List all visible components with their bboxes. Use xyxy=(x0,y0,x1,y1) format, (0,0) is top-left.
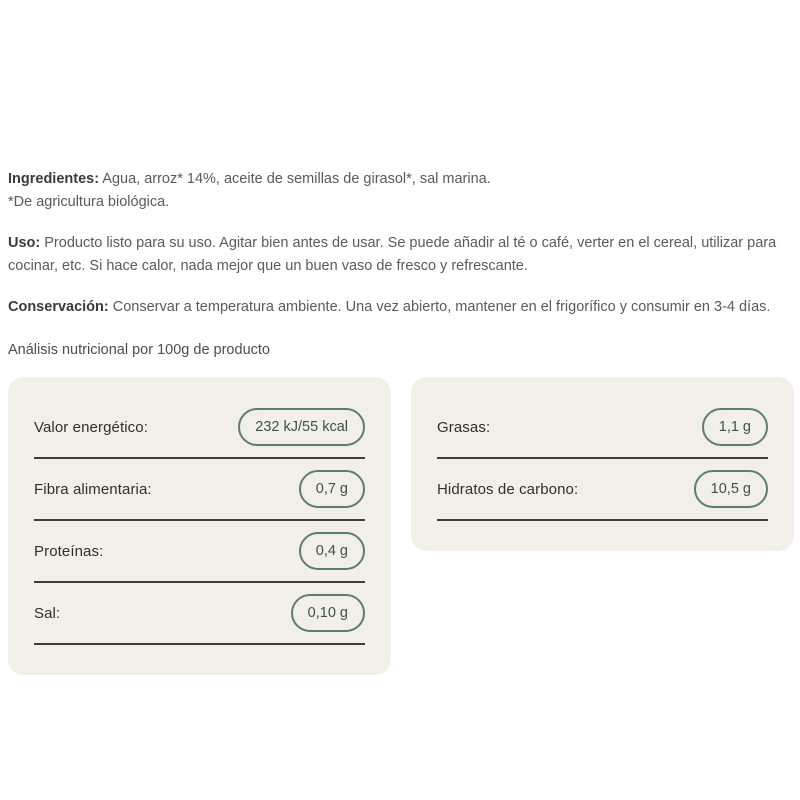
nutrition-label-salt: Sal: xyxy=(34,604,61,622)
nutrition-row-energy xyxy=(34,397,365,459)
nutrition-value-pill-salt xyxy=(291,594,365,632)
nutrition-value-energy: 232 kJ/55 kcal xyxy=(255,419,348,435)
nutrition-value-pill-protein xyxy=(299,532,365,570)
storage-text: Conservar a temperatura ambiente. Una vez abierto, mantener en el frigorífico y consumir en 3-4 días. xyxy=(112,299,771,315)
nutrition-row-protein xyxy=(34,521,365,583)
nutrition-label-protein: Proteínas: xyxy=(34,542,104,560)
product-info-content xyxy=(8,168,794,675)
usage-label: Uso: xyxy=(8,235,41,251)
storage-label: Conservación: xyxy=(8,299,109,315)
nutrition-label-fat: Grasas: xyxy=(437,418,491,436)
usage-text: Producto listo para su uso. Agitar bien antes de usar. Se puede añadir al té o café, verter en el cereal, utilizar para cocinar, etc. Si hace calor, nada mejor que un buen vaso de fresco y refrescante. xyxy=(8,235,777,274)
nutrition-row-carbs xyxy=(437,459,768,521)
nutrition-row-salt xyxy=(34,583,365,645)
nutrition-label-fiber: Fibra alimentaria: xyxy=(34,480,152,498)
nutrition-cards xyxy=(8,377,794,675)
nutrition-value-pill-carbs xyxy=(694,470,768,508)
nutrition-value-pill-energy xyxy=(238,408,365,446)
usage-paragraph xyxy=(8,232,794,278)
ingredients-paragraph xyxy=(8,168,794,214)
nutrition-card-left xyxy=(8,377,391,675)
nutrition-value-fat: 1,1 g xyxy=(718,419,751,435)
nutrition-card-right xyxy=(411,377,794,551)
nutrition-value-pill-fat xyxy=(702,408,768,446)
ingredients-text: Agua, arroz* 14%, aceite de semillas de girasol*, sal marina. xyxy=(102,171,491,187)
nutrition-label-energy: Valor energético: xyxy=(34,418,148,436)
nutrition-value-carbs: 10,5 g xyxy=(710,481,751,497)
nutrition-value-protein: 0,4 g xyxy=(315,543,348,559)
ingredients-label: Ingredientes: xyxy=(8,171,100,187)
storage-paragraph xyxy=(8,296,794,319)
nutrition-value-fiber: 0,7 g xyxy=(315,481,348,497)
organic-note: *De agricultura biológica. xyxy=(8,194,170,210)
nutrition-value-salt: 0,10 g xyxy=(307,605,348,621)
nutrition-value-pill-fiber xyxy=(299,470,365,508)
nutrition-row-fat xyxy=(437,397,768,459)
nutrition-label-carbs: Hidratos de carbono: xyxy=(437,480,579,498)
nutrition-row-fiber xyxy=(34,459,365,521)
nutrition-analysis-heading: Análisis nutricional por 100g de producto xyxy=(8,342,270,358)
